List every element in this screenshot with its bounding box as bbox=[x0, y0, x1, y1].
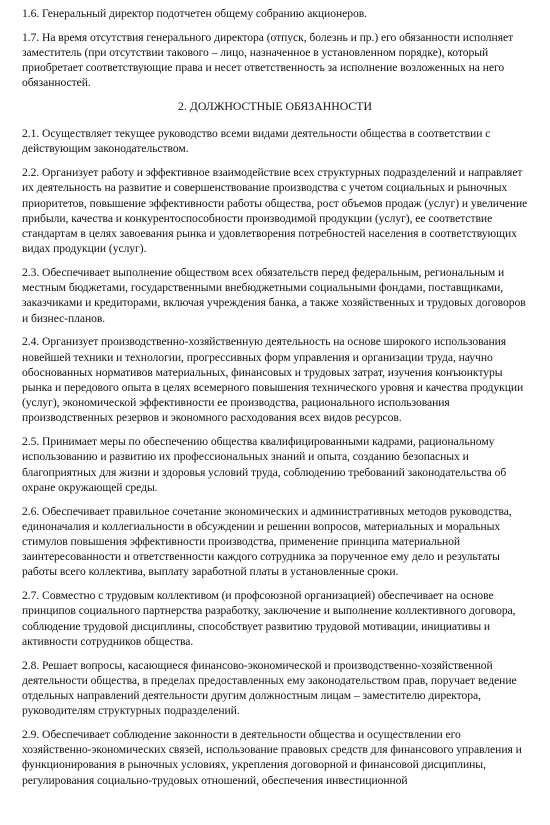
paragraph-2-4: 2.4. Организует производственно-хозяйственную деятельность на основе широкого использования новейшей техники и технологии, прогрессивных форм управления и организации труда, научно обоснованных нормативов материальных, финансовых и трудовых затрат, изучения конъюнктуры рынка и передового опыта в целях всемерного повышения технического уровня и качества продукции (услуг), экономической эффективности ее производства, рационального использования производственных резервов и экономного расходования всех видов ресурсов. bbox=[22, 335, 524, 425]
paragraph-2-5: 2.5. Принимает меры по обеспечению общества квалифицированными кадрами, рациональному использованию и развитию их профессиональных знаний и опыта, созданию безопасных и благоприятных для жизни и здоровья условий труда, соблюдению требований законодательства об охране окружающей среды. bbox=[22, 435, 507, 494]
paragraph-2-8: 2.8. Решает вопросы, касающиеся финансово-экономической и производственно-хозяйственной деятельности общества, в пределах предоставленных ему законодательством прав, поручает ведение отдельных направлений деятельности другим должностным лицам – заместителю директора, руководителям структурных подразделений. bbox=[22, 658, 517, 718]
paragraph-2-1: 2.1. Осуществляет текущее руководство всеми видами деятельности общества в соответствии с действующим законодательством. bbox=[22, 127, 491, 156]
paragraph-2-7: 2.7. Совместно с трудовым коллективом (и профсоюзной организацией) обеспечивает на основе принципов социального партнерства разработку, заключение и выполнение коллективного договора, соблюдение трудовой дисциплины, способствует развитию трудовой мотивации, инициативы и активности сотрудников общества. bbox=[22, 589, 516, 648]
section-heading: 2. ДОЛЖНОСТНЫЕ ОБЯЗАННОСТИ bbox=[177, 99, 373, 114]
paragraph-1-6: 1.6. Генеральный директор подотчетен общему собранию акционеров. bbox=[22, 7, 367, 20]
paragraph-2-2: 2.2. Организует работу и эффективное взаимодействие всех структурных подразделений и направляет их деятельность на развитие и совершенствование производства с учетом социальных и рыночных приоритетов, повышение эффективности работы общества, рост объемов продаж (услуг) и увеличение прибыли, качества и конкурентоспособности производимой продукции (услуг), ее соответствие стандартам в целях завоевания рынка и удовлетворения потребностей населения в соответствующих видах продукции (услуг). bbox=[22, 166, 528, 256]
paragraph-2-3: 2.3. Обеспечивает выполнение обществом всех обязательств перед федеральным, региональным и местным бюджетами, государственными внебюджетными социальными фондами, поставщиками, заказчиками и кредиторами, включая учреждения банка, а также хозяйственных и трудовых договоров и бизнес-планов. bbox=[22, 266, 526, 325]
paragraph-2-9: 2.9. Обеспечивает соблюдение законности в деятельности общества и осуществлении его хозяйственно-экономических связей, использование правовых средств для финансового управления и функционирования в рыночных условиях, укрепления договорной и финансовой дисциплины, регулирования социально-трудовых отношений, обеспечения инвестиционной bbox=[22, 728, 522, 787]
paragraph-2-6: 2.6. Обеспечивает правильное сочетание экономических и административных методов руководства, единоначалия и коллегиальности в обсуждении и решении вопросов, материальных и моральных стимулов повышения эффективности производства, применение принципа материальной заинтересованности и ответственности каждого сотрудника за порученное ему дело и результаты работы всего коллектива, выплату заработной платы в установленные сроки. bbox=[22, 504, 512, 579]
paragraph-1-7: 1.7. На время отсутствия генерального директора (отпуск, болезнь и пр.) его обязанности исполняет заместитель (при отсутствии такового – лицо, назначенное в установленном порядке), который приобретает соответствующие права и несет ответственность за исполнение возложенных на него обязанностей. bbox=[22, 30, 514, 90]
